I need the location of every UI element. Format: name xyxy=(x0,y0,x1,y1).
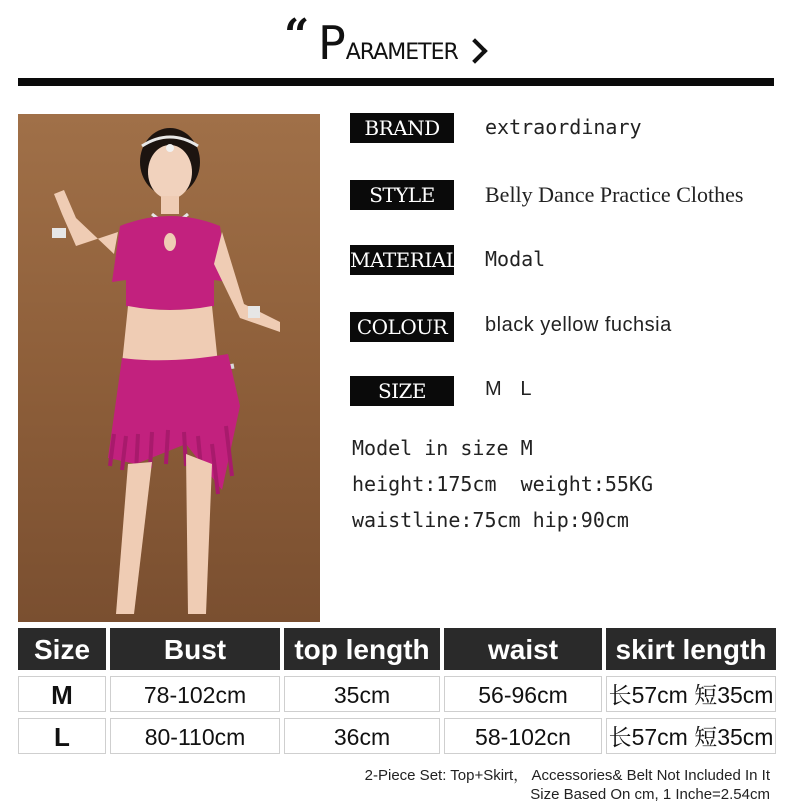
header-top-length: top length xyxy=(284,628,440,670)
table-cell: 80-110cm xyxy=(110,718,280,754)
title-initial: P xyxy=(318,16,346,70)
table-cell: 35cm xyxy=(284,676,440,712)
quote-mark: “ xyxy=(284,10,310,61)
product-photo xyxy=(18,114,320,622)
table-cell: 长57cm 短35cm xyxy=(606,718,776,754)
header-size: Size xyxy=(18,628,106,670)
brand-value: extraordinary xyxy=(485,115,642,139)
set-note: 2-Piece Set: Top+Skirt， Accessories& Belt Not Included In It xyxy=(364,767,770,784)
table-cell: L xyxy=(18,718,106,754)
table-cell: 56-96cm xyxy=(444,676,602,712)
chevron-right-icon xyxy=(462,38,487,63)
header-waist: waist xyxy=(444,628,602,670)
colour-label: COLOUR xyxy=(350,312,454,342)
brand-label: BRAND xyxy=(350,113,454,143)
table-cell: 58-102cn xyxy=(444,718,602,754)
header-divider xyxy=(18,78,774,86)
style-label: STYLE xyxy=(350,180,454,210)
table-cell: 长57cm 短35cm xyxy=(606,676,776,712)
model-height-weight: height:175cm weight:55KG xyxy=(352,472,654,496)
size-label: SIZE xyxy=(350,376,454,406)
colour-value: black yellow fuchsia xyxy=(485,314,672,336)
table-cell: 78-102cm xyxy=(110,676,280,712)
table-cell: 36cm xyxy=(284,718,440,754)
unit-note: Size Based On cm, 1 Inche=2.54cm xyxy=(530,786,770,803)
section-title xyxy=(318,16,458,70)
header-bust: Bust xyxy=(110,628,280,670)
size-value: M L xyxy=(485,378,532,400)
model-size-line: Model in size M xyxy=(352,436,533,460)
material-value: Modal xyxy=(485,247,546,271)
model-waist-hip: waistline:75cm hip:90cm xyxy=(352,508,629,532)
model-illustration xyxy=(18,114,320,622)
parameter-header xyxy=(0,0,790,90)
material-label: MATERIAL xyxy=(350,245,454,275)
title-rest: ARAMETER xyxy=(345,40,458,65)
header-skirt-length: skirt length xyxy=(606,628,776,670)
style-value: Belly Dance Practice Clothes xyxy=(485,182,744,207)
table-cell: M xyxy=(18,676,106,712)
